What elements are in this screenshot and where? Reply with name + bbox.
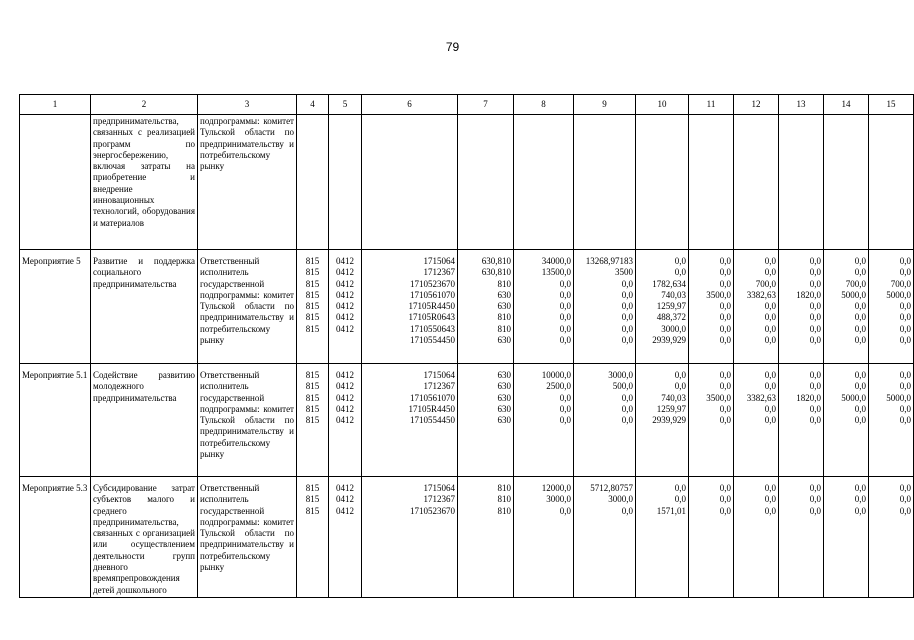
measure-description: предпринимательства, связанных с реализацией программ по энергосбережению, включая затраты на приобретение и внедрение инновационных технологий, оборудования и материалов: [93, 116, 195, 228]
cell-value: 1715064: [423, 256, 455, 266]
cell-value: 815: [305, 483, 320, 493]
responsible-executor: Ответственный исполнитель государственной подпрограммы: комитет Тульской области по предпринимательству и потребительскому рынку: [200, 483, 294, 573]
table-cell-col-8: [514, 477, 574, 598]
cell-value: 5000,0: [841, 289, 866, 300]
cell-value: 3382,63: [746, 392, 776, 403]
cell-value: 3500,0: [706, 392, 731, 403]
cell-value: 0,0: [764, 301, 776, 312]
cell-value: 0,0: [854, 483, 866, 493]
cell-value: 0,0: [764, 505, 776, 516]
cell-value: 0,0: [674, 494, 686, 505]
table-cell-col-6: [362, 364, 458, 477]
cell-value: 0,0: [899, 483, 911, 493]
cell-value: 0412: [336, 392, 354, 403]
cell-value: 0,0: [899, 381, 911, 392]
table-cell-col-6: [362, 477, 458, 598]
cell-value: 0,0: [559, 323, 571, 334]
cell-value: 3500: [615, 267, 633, 278]
cell-value: 0,0: [621, 392, 633, 403]
cell-value: 13268,97183: [585, 256, 633, 266]
cell-value: 17105R4450: [408, 301, 455, 312]
cell-value: 740,03: [661, 289, 686, 300]
cell-value: 1710554450: [410, 415, 455, 426]
header-row: [20, 95, 914, 115]
table-cell-col-9: [574, 477, 636, 598]
cell-value: 0412: [336, 494, 354, 505]
cell-value: 0,0: [559, 505, 571, 516]
column-header: 10: [636, 95, 689, 115]
table-cell-col-13: [779, 115, 824, 250]
table-cell-col-4: [297, 250, 329, 364]
column-header: 12: [734, 95, 779, 115]
cell-value: 1820,0: [796, 289, 821, 300]
cell-value: 0,0: [899, 403, 911, 414]
cell-value: 810: [497, 278, 511, 289]
cell-value: 1820,0: [796, 392, 821, 403]
cell-value: 0,0: [899, 505, 911, 516]
column-header: 6: [362, 95, 458, 115]
cell-value: 815: [305, 289, 320, 300]
table-cell-col-4: [297, 364, 329, 477]
table-cell-col-10: [636, 364, 689, 477]
cell-value: 0,0: [621, 323, 633, 334]
cell-value: 815: [305, 323, 320, 334]
cell-value: 0,0: [809, 312, 821, 323]
cell-value: 1710523670: [410, 505, 455, 516]
table-cell-col-2: [91, 250, 198, 364]
cell-value: 0,0: [854, 370, 866, 380]
cell-value: 0,0: [621, 335, 633, 346]
table-cell-col-6: [362, 115, 458, 250]
cell-value: 0,0: [764, 494, 776, 505]
column-header: 14: [824, 95, 869, 115]
cell-value: 0,0: [621, 312, 633, 323]
cell-value: 0,0: [764, 335, 776, 346]
cell-value: 1782,634: [652, 278, 686, 289]
cell-value: 0,0: [809, 403, 821, 414]
cell-value: 0,0: [621, 301, 633, 312]
cell-value: 10000,0: [541, 370, 571, 380]
table-cell-col-10: [636, 477, 689, 598]
cell-value: 0,0: [719, 381, 731, 392]
cell-value: 5000,0: [841, 392, 866, 403]
cell-value: 0,0: [719, 505, 731, 516]
cell-value: 0,0: [854, 505, 866, 516]
cell-value: 5712,80757: [590, 483, 633, 493]
cell-value: 1712367: [423, 494, 455, 505]
table-cell-col-2: [91, 364, 198, 477]
budget-table: [19, 94, 914, 598]
table-cell-col-13: [779, 364, 824, 477]
table-cell-col-3: [198, 115, 297, 250]
cell-value: 0,0: [621, 289, 633, 300]
table-cell-col-4: [297, 477, 329, 598]
cell-value: 0,0: [764, 312, 776, 323]
cell-value: 0,0: [899, 267, 911, 278]
table-cell-col-14: [824, 364, 869, 477]
column-header: 4: [297, 95, 329, 115]
cell-value: 0,0: [764, 256, 776, 266]
cell-value: 0,0: [559, 392, 571, 403]
cell-value: 0412: [336, 415, 354, 426]
cell-value: 630: [497, 381, 511, 392]
cell-value: 0412: [336, 483, 354, 493]
column-header: 11: [689, 95, 734, 115]
cell-value: 815: [305, 278, 320, 289]
cell-value: 0,0: [559, 289, 571, 300]
cell-value: 815: [305, 415, 320, 426]
cell-value: 0,0: [809, 335, 821, 346]
cell-value: 0412: [336, 289, 354, 300]
table-cell-col-11: [689, 364, 734, 477]
cell-value: 0,0: [809, 415, 821, 426]
cell-value: 0,0: [621, 403, 633, 414]
cell-value: 0412: [336, 301, 354, 312]
table-cell-col-1: [20, 250, 91, 364]
cell-value: 0,0: [719, 403, 731, 414]
cell-value: 0,0: [674, 267, 686, 278]
cell-value: 630,810: [481, 256, 511, 266]
cell-value: 0,0: [621, 505, 633, 516]
cell-value: 0,0: [854, 335, 866, 346]
cell-value: 0,0: [719, 301, 731, 312]
cell-value: 0412: [336, 370, 354, 380]
measure-name: Мероприятие 5.1: [22, 370, 88, 380]
cell-value: 2939,929: [652, 415, 686, 426]
table-cell-col-5: [329, 477, 362, 598]
cell-value: 0,0: [854, 381, 866, 392]
cell-value: 0,0: [899, 335, 911, 346]
table-cell-col-2: [91, 477, 198, 598]
measure-description: Субсидирование затрат субъектов малого и среднего предпринимательства, связанных с организацией или осуществлением деятельности групп дневного времяпрепровождения детей дошкольного: [93, 483, 195, 595]
cell-value: 0,0: [899, 370, 911, 380]
table-cell-col-11: [689, 477, 734, 598]
cell-value: 1710550643: [410, 323, 455, 334]
table-cell-col-3: [198, 477, 297, 598]
cell-value: 1715064: [423, 483, 455, 493]
cell-value: 0,0: [719, 483, 731, 493]
cell-value: 0,0: [854, 323, 866, 334]
table-cell-col-3: [198, 250, 297, 364]
table-cell-col-1: [20, 477, 91, 598]
cell-value: 0412: [336, 267, 354, 278]
cell-value: 0,0: [854, 312, 866, 323]
measure-description: Развитие и поддержка социального предпринимательства: [93, 256, 195, 289]
cell-value: 0,0: [899, 415, 911, 426]
table-cell-col-5: [329, 364, 362, 477]
cell-value: 3000,0: [608, 494, 633, 505]
cell-value: 0,0: [899, 312, 911, 323]
cell-value: 700,0: [890, 278, 911, 289]
cell-value: 0,0: [809, 370, 821, 380]
cell-value: 810: [497, 323, 511, 334]
cell-value: 0,0: [719, 415, 731, 426]
table-cell-col-3: [198, 364, 297, 477]
column-header: 1: [20, 95, 91, 115]
cell-value: 1710554450: [410, 335, 455, 346]
cell-value: 0,0: [674, 381, 686, 392]
cell-value: 1710561070: [410, 289, 455, 300]
column-header: 9: [574, 95, 636, 115]
cell-value: 630: [497, 301, 511, 312]
cell-value: 815: [305, 267, 320, 278]
cell-value: 0,0: [854, 267, 866, 278]
cell-value: 0,0: [809, 256, 821, 266]
cell-value: 0412: [336, 381, 354, 392]
cell-value: 0,0: [764, 415, 776, 426]
cell-value: 815: [305, 505, 320, 516]
table-row: [20, 477, 914, 598]
cell-value: 0412: [336, 312, 354, 323]
cell-value: 2939,929: [652, 335, 686, 346]
table-cell-col-14: [824, 477, 869, 598]
cell-value: 3000,0: [546, 494, 571, 505]
cell-value: 700,0: [845, 278, 866, 289]
cell-value: 0,0: [854, 403, 866, 414]
table-cell-col-15: [869, 477, 914, 598]
cell-value: 0,0: [674, 483, 686, 493]
cell-value: 0,0: [854, 494, 866, 505]
column-header: 15: [869, 95, 914, 115]
table-cell-col-12: [734, 364, 779, 477]
cell-value: 815: [305, 256, 320, 266]
page-number: 79: [445, 40, 460, 54]
cell-value: 488,372: [656, 312, 686, 323]
cell-value: 1712367: [423, 381, 455, 392]
cell-value: 0,0: [621, 415, 633, 426]
cell-value: 815: [305, 494, 320, 505]
cell-value: 0,0: [719, 278, 731, 289]
table-cell-col-2: [91, 115, 198, 250]
cell-value: 0,0: [809, 301, 821, 312]
table-cell-col-15: [869, 115, 914, 250]
table-cell-col-15: [869, 250, 914, 364]
cell-value: 0,0: [899, 323, 911, 334]
cell-value: 0,0: [809, 381, 821, 392]
table-cell-col-7: [458, 250, 514, 364]
cell-value: 0412: [336, 403, 354, 414]
cell-value: 810: [497, 505, 511, 516]
table-cell-col-8: [514, 115, 574, 250]
table-row: [20, 364, 914, 477]
cell-value: 0,0: [764, 323, 776, 334]
table-cell-col-15: [869, 364, 914, 477]
cell-value: 0,0: [719, 256, 731, 266]
table-cell-col-13: [779, 250, 824, 364]
table-cell-col-7: [458, 477, 514, 598]
cell-value: 1259,97: [656, 301, 686, 312]
measure-name: Мероприятие 5: [22, 256, 81, 266]
cell-value: 3000,0: [608, 370, 633, 380]
cell-value: 815: [305, 370, 320, 380]
table-cell-col-9: [574, 115, 636, 250]
cell-value: 0412: [336, 323, 354, 334]
cell-value: 13500,0: [541, 267, 571, 278]
cell-value: 0,0: [674, 370, 686, 380]
cell-value: 500,0: [612, 381, 633, 392]
cell-value: 630: [497, 415, 511, 426]
table-cell-col-14: [824, 250, 869, 364]
cell-value: 0,0: [559, 335, 571, 346]
table-cell-col-4: [297, 115, 329, 250]
cell-value: 1710523670: [410, 278, 455, 289]
table-cell-col-8: [514, 364, 574, 477]
table-cell-col-14: [824, 115, 869, 250]
cell-value: 12000,0: [541, 483, 571, 493]
cell-value: 2500,0: [546, 381, 571, 392]
cell-value: 3500,0: [706, 289, 731, 300]
cell-value: 0,0: [809, 494, 821, 505]
column-header: 5: [329, 95, 362, 115]
cell-value: 815: [305, 301, 320, 312]
table-cell-col-12: [734, 115, 779, 250]
cell-value: 0,0: [559, 415, 571, 426]
table-cell-col-12: [734, 250, 779, 364]
table-cell-col-12: [734, 477, 779, 598]
cell-value: 0,0: [854, 256, 866, 266]
table-cell-col-5: [329, 115, 362, 250]
table-cell-col-8: [514, 250, 574, 364]
cell-value: 5000,0: [886, 392, 911, 403]
cell-value: 0,0: [854, 301, 866, 312]
cell-value: 0,0: [559, 403, 571, 414]
table-cell-col-7: [458, 115, 514, 250]
measure-name: Мероприятие 5.3: [22, 483, 88, 493]
cell-value: 0,0: [559, 278, 571, 289]
table-cell-col-11: [689, 250, 734, 364]
cell-value: 0,0: [809, 323, 821, 334]
cell-value: 0,0: [899, 301, 911, 312]
cell-value: 0,0: [719, 335, 731, 346]
cell-value: 0,0: [559, 301, 571, 312]
cell-value: 630: [497, 392, 511, 403]
table-cell-col-9: [574, 364, 636, 477]
cell-value: 0,0: [809, 483, 821, 493]
cell-value: 34000,0: [541, 256, 571, 266]
table-row: [20, 250, 914, 364]
table-cell-col-7: [458, 364, 514, 477]
cell-value: 630: [497, 335, 511, 346]
cell-value: 0412: [336, 505, 354, 516]
cell-value: 815: [305, 403, 320, 414]
table-cell-col-10: [636, 115, 689, 250]
cell-value: 815: [305, 381, 320, 392]
table-cell-col-1: [20, 115, 91, 250]
cell-value: 0412: [336, 256, 354, 266]
table-cell-col-1: [20, 364, 91, 477]
cell-value: 0,0: [719, 370, 731, 380]
cell-value: 0,0: [719, 312, 731, 323]
cell-value: 815: [305, 312, 320, 323]
table-cell-col-5: [329, 250, 362, 364]
cell-value: 0,0: [764, 483, 776, 493]
column-header: 8: [514, 95, 574, 115]
cell-value: 17105R0643: [408, 312, 455, 323]
cell-value: 3382,63: [746, 289, 776, 300]
cell-value: 0,0: [559, 312, 571, 323]
cell-value: 0,0: [719, 267, 731, 278]
cell-value: 740,03: [661, 392, 686, 403]
column-header: 7: [458, 95, 514, 115]
cell-value: 0,0: [809, 278, 821, 289]
cell-value: 0,0: [899, 256, 911, 266]
cell-value: 700,0: [755, 278, 776, 289]
column-header: 13: [779, 95, 824, 115]
responsible-executor: подпрограммы: комитет Тульской области по предпринимательству и потребительскому рынку: [200, 116, 294, 172]
cell-value: 3000,0: [661, 323, 686, 334]
cell-value: 810: [497, 312, 511, 323]
table-cell-col-13: [779, 477, 824, 598]
cell-value: 0,0: [854, 415, 866, 426]
cell-value: 17105R4450: [408, 403, 455, 414]
cell-value: 1710561070: [410, 392, 455, 403]
cell-value: 630: [497, 403, 511, 414]
cell-value: 630: [497, 289, 511, 300]
cell-value: 0,0: [899, 494, 911, 505]
cell-value: 0,0: [764, 267, 776, 278]
cell-value: 630: [497, 370, 511, 380]
cell-value: 0,0: [764, 370, 776, 380]
cell-value: 1715064: [423, 370, 455, 380]
cell-value: 1571,01: [656, 505, 686, 516]
column-header: 3: [198, 95, 297, 115]
cell-value: 815: [305, 392, 320, 403]
cell-value: 0,0: [674, 256, 686, 266]
measure-description: Содействие развитию молодежного предпринимательства: [93, 370, 195, 403]
cell-value: 5000,0: [886, 289, 911, 300]
cell-value: 0,0: [719, 494, 731, 505]
column-header: 2: [91, 95, 198, 115]
cell-value: 1712367: [423, 267, 455, 278]
table-cell-col-6: [362, 250, 458, 364]
cell-value: 1259,97: [656, 403, 686, 414]
cell-value: 0,0: [764, 403, 776, 414]
cell-value: 0,0: [764, 381, 776, 392]
cell-value: 0,0: [809, 267, 821, 278]
table-cell-col-10: [636, 250, 689, 364]
table-row: [20, 115, 914, 250]
cell-value: 810: [497, 483, 511, 493]
cell-value: 0,0: [621, 278, 633, 289]
table-cell-col-9: [574, 250, 636, 364]
cell-value: 0412: [336, 278, 354, 289]
cell-value: 630,810: [481, 267, 511, 278]
cell-value: 0,0: [809, 505, 821, 516]
cell-value: 810: [497, 494, 511, 505]
cell-value: 0,0: [719, 323, 731, 334]
responsible-executor: Ответственный исполнитель государственной подпрограммы: комитет Тульской области по предпринимательству и потребительскому рынку: [200, 370, 294, 460]
table-cell-col-11: [689, 115, 734, 250]
responsible-executor: Ответственный исполнитель государственной подпрограммы: комитет Тульской области по предпринимательству и потребительскому рынку: [200, 256, 294, 346]
